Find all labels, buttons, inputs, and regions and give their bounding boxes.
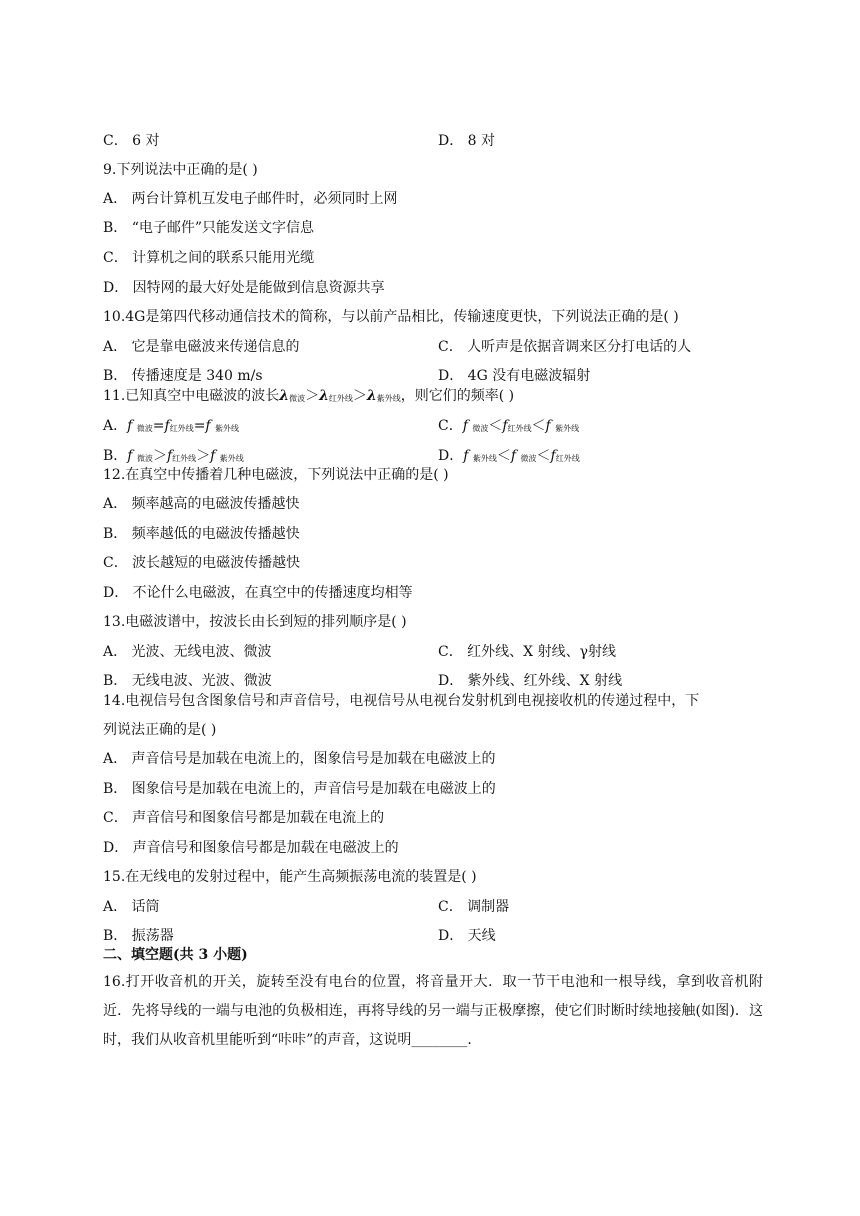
frequency-symbol: f — [462, 418, 468, 434]
q13-option-c: C． 红外线、X 射线、γ射线 — [438, 644, 616, 660]
subscript-infrared: 红外线 — [172, 454, 197, 463]
q12-option-b: B． 频率越低的电磁波传播越快 — [103, 526, 300, 542]
lambda-symbol: λ — [319, 388, 329, 404]
less-than: ＜ — [496, 448, 511, 464]
q13-option-d: D． 紫外线、红外线、X 射线 — [438, 673, 623, 689]
subscript-ultraviolet: 紫外线 — [472, 454, 497, 463]
q8-option-c: C． 6 对 — [103, 133, 160, 149]
q15-option-a: A． 话筒 — [103, 899, 160, 915]
q14-option-b: B． 图象信号是加载在电流上的，声音信号是加载在电磁波上的 — [103, 781, 496, 797]
q12-option-a: A． 频率越高的电磁波传播越快 — [103, 496, 300, 512]
frequency-symbol: f — [550, 448, 556, 464]
q11-stem-tail: ，则它们的频率( ) — [400, 388, 515, 404]
q11-stem-text: 11.已知真空中电磁波的波长 — [103, 388, 280, 404]
subscript-microwave: 微波 — [136, 424, 153, 433]
q15-option-b: B． 振荡器 — [103, 928, 174, 944]
equals-sign: = — [193, 418, 206, 434]
option-label: D． — [438, 448, 464, 464]
lambda-symbol: λ — [279, 388, 290, 404]
subscript-infrared: 红外线 — [328, 394, 353, 403]
subscript-microwave: 微波 — [472, 424, 489, 433]
q12-option-d: D． 不论什么电磁波，在真空中的传播速度均相等 — [103, 585, 413, 601]
q12-stem: 12.在真空中传播着几种电磁波，下列说法中正确的是( ) — [103, 467, 449, 483]
greater-than: ＞ — [352, 388, 367, 404]
option-label: B． — [103, 448, 128, 464]
subscript-microwave: 微波 — [520, 454, 537, 463]
q8-option-d: D． 8 对 — [438, 133, 496, 149]
q9-option-d: D． 因特网的最大好处是能做到信息资源共享 — [103, 280, 385, 296]
frequency-symbol: f — [502, 418, 508, 434]
q14-stem-line1: 14.电视信号包含图象信号和声音信号，电视信号从电视台发射机到电视接收机的传递过程中，下 — [103, 693, 700, 709]
subscript-ultraviolet: 紫外线 — [215, 424, 240, 433]
q15-option-d: D． 天线 — [438, 928, 496, 944]
subscript-ultraviolet: 紫外线 — [555, 424, 580, 433]
q15-option-c: C． 调制器 — [438, 899, 510, 915]
q11-stem — [103, 386, 514, 409]
subscript-infrared: 红外线 — [507, 424, 532, 433]
frequency-symbol: f — [166, 448, 173, 464]
q10-option-c: C． 人听声是依据音调来区分打电话的人 — [438, 339, 692, 355]
frequency-symbol: f — [463, 448, 469, 464]
greater-than: ＞ — [152, 448, 167, 464]
q13-option-b: B． 无线电波、光波、微波 — [103, 673, 272, 689]
subscript-infrared: 红外线 — [169, 424, 194, 433]
q9-option-c: C． 计算机之间的联系只能用光缆 — [103, 250, 315, 266]
q14-option-a: A． 声音信号是加载在电流上的，图象信号是加载在电磁波上的 — [103, 751, 496, 767]
frequency-symbol: f — [127, 418, 133, 434]
frequency-symbol: f — [205, 418, 211, 434]
less-than: ＜ — [488, 418, 503, 434]
section-title: 二、填空题(共 3 小题) — [103, 947, 248, 963]
frequency-symbol: f — [210, 448, 216, 464]
frequency-symbol: f — [164, 418, 170, 434]
greater-than: ＞ — [196, 448, 211, 464]
q11-option-d — [438, 446, 580, 469]
q9-option-b: B． “电子邮件”只能发送文字信息 — [103, 220, 315, 236]
less-than: ＜ — [531, 418, 546, 434]
subscript-ultraviolet: 紫外线 — [219, 454, 244, 463]
q15-stem: 15.在无线电的发射过程中，能产生高频振荡电流的装置是( ) — [103, 869, 477, 885]
subscript-infrared: 红外线 — [555, 454, 580, 463]
q10-stem: 10.4G是第四代移动通信技术的简称，与以前产品相比，传输速度更快，下列说法正确的是( ) — [103, 309, 679, 325]
q10-option-b: B． 传播速度是 340 m/s — [103, 368, 263, 384]
greater-than: ＞ — [305, 388, 320, 404]
q12-option-c: C． 波长越短的电磁波传播越快 — [103, 555, 301, 571]
q16-paragraph: 16.打开收音机的开关，旋转至没有电台的位置，将音量开大．取一节干电池和一根导线，拿到收音机附近．先将导线的一端与电池的负极相连，再将导线的另一端与正极摩擦，使它们时断时续地接触(如图)．这时，我们从收音机里能听到“咔咔”的声音，这说明________． — [103, 974, 763, 1048]
less-than: ＜ — [536, 448, 551, 464]
q13-stem: 13.电磁波谱中，按波长由长到短的排列顺序是( ) — [103, 614, 407, 630]
frequency-symbol: f — [545, 418, 551, 434]
option-label: A． — [103, 418, 128, 434]
q14-option-c: C． 声音信号和图象信号都是加载在电流上的 — [103, 810, 385, 826]
equals-sign: = — [152, 418, 165, 434]
q14-stem-line2: 列说法正确的是( ) — [103, 722, 217, 738]
q10-option-a: A． 它是靠电磁波来传递信息的 — [103, 339, 300, 355]
q9-option-a: A． 两台计算机互发电子邮件时，必须同时上网 — [103, 191, 398, 207]
q11-option-a — [103, 416, 239, 439]
subscript-microwave: 微波 — [289, 394, 306, 403]
frequency-symbol: f — [510, 448, 517, 464]
subscript-ultraviolet: 紫外线 — [376, 394, 401, 403]
lambda-symbol: λ — [366, 388, 377, 404]
frequency-symbol: f — [127, 448, 133, 464]
q10-option-d: D． 4G 没有电磁波辐射 — [438, 368, 591, 384]
q14-option-d: D． 声音信号和图象信号都是加载在电磁波上的 — [103, 840, 399, 856]
q13-option-a: A． 光波、无线电波、微波 — [103, 644, 272, 660]
option-label: C． — [438, 418, 463, 434]
q9-stem: 9.下列说法中正确的是( ) — [103, 162, 258, 178]
q11-option-c — [438, 416, 579, 439]
subscript-microwave: 微波 — [136, 454, 153, 463]
